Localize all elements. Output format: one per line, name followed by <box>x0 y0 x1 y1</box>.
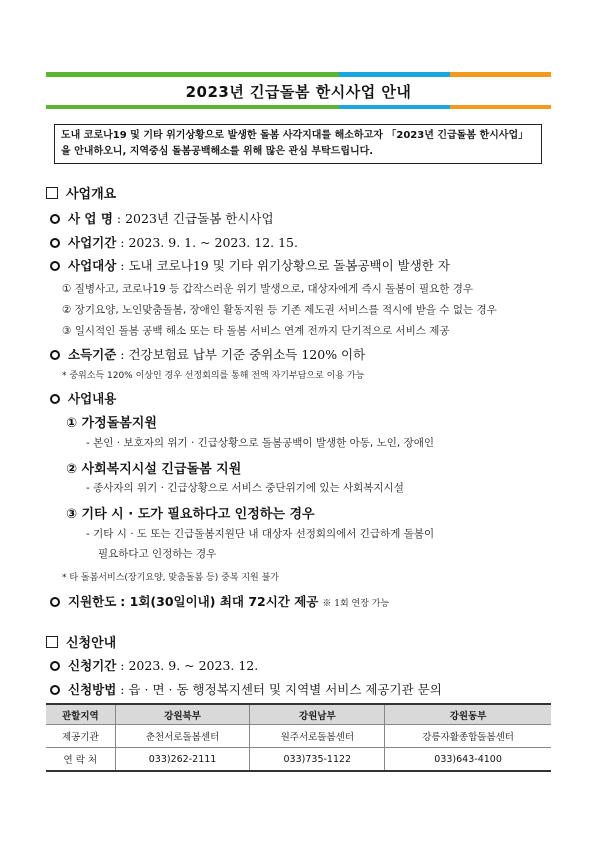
circle-bullet-icon <box>50 597 60 607</box>
project-name-row: 사 업 명 : 2023년 긴급돌봄 한시사업 <box>50 209 274 227</box>
income-row: 소득기준 : 건강보험료 납부 기준 중위소득 120% 이하 <box>50 345 365 363</box>
provider-table <box>46 703 551 772</box>
target-item: ③ 일시적인 돌봄 공백 해소 또는 타 돌봄 서비스 연계 전까지 단기적으로 서비스 제공 <box>62 325 450 337</box>
section-apply-heading: 신청안내 <box>46 632 116 651</box>
table-cell: 강릉자활종합돌봄센터 <box>385 725 551 748</box>
circle-bullet-icon <box>50 661 60 671</box>
content-item-desc: - 종사자의 위기 · 긴급상황으로 서비스 중단위기에 있는 사회복지시설 <box>86 482 404 494</box>
table-cell: 033)643-4100 <box>385 748 551 772</box>
circle-bullet-icon <box>50 394 60 404</box>
title-bar-top <box>46 72 551 77</box>
table-cell: 제공기관 <box>46 725 115 748</box>
square-bullet-icon <box>46 187 58 199</box>
content-item-desc: - 본인 · 보호자의 위기 · 긴급상황으로 돌봄공백이 발생한 아동, 노인, 장애인 <box>86 437 434 449</box>
limit-row: 지원한도 : 1회(30일이내) 최대 72시간 제공 ※ 1회 연장 가능 <box>50 592 389 610</box>
content-item-title: ③ 기타 시 · 도가 필요하다고 인정하는 경우 <box>66 507 315 522</box>
square-bullet-icon <box>46 636 58 648</box>
target-item: ① 질병사고, 코로나19 등 갑작스러운 위기 발생으로, 대상자에게 즉시 돌봄이 필요한 경우 <box>62 283 474 295</box>
circle-bullet-icon <box>50 350 60 360</box>
circle-bullet-icon <box>50 238 60 248</box>
apply-period-row: 신청기간 : 2023. 9. ~ 2023. 12. <box>50 656 258 674</box>
content-item-title: ② 사회복지시설 긴급돌봄 지원 <box>66 462 242 477</box>
table-cell: 원주서로돌봄센터 <box>250 725 385 748</box>
content-item-title: ① 가정돌봄지원 <box>66 416 157 431</box>
content-note: * 타 돌봄서비스(장기요양, 맞춤돌봄 등) 중복 지원 불가 <box>62 573 279 583</box>
target-item: ② 장기요양, 노인맞춤돌봄, 장애인 활동지원 등 기존 제도권 서비스를 적시에 받을 수 없는 경우 <box>62 304 497 316</box>
table-header: 강원동부 <box>385 704 551 725</box>
table-cell: 033)262-2111 <box>115 748 250 772</box>
income-note: * 중위소득 120% 이상인 경우 선정회의를 통해 전액 자기부담으로 이용 가능 <box>62 371 365 381</box>
title-bar-bottom <box>46 105 551 109</box>
circle-bullet-icon <box>50 214 60 224</box>
table-cell: 033)735-1122 <box>250 748 385 772</box>
table-header: 강원남부 <box>250 704 385 725</box>
content-item-desc-cont: 필요하다고 인정하는 경우 <box>98 548 217 560</box>
page-title: 2023년 긴급돌봄 한시사업 안내 <box>185 83 412 101</box>
content-row: 사업내용 <box>50 389 116 407</box>
circle-bullet-icon <box>50 261 60 271</box>
table-row <box>46 748 551 772</box>
project-period-row: 사업기간 : 2023. 9. 1. ~ 2023. 12. 15. <box>50 233 298 251</box>
apply-method-row: 신청방법 : 읍 · 면 · 동 행정복지센터 및 지역별 서비스 제공기관 문의 <box>50 680 442 698</box>
table-cell: 연 락 처 <box>46 748 115 772</box>
table-row <box>46 725 551 748</box>
circle-bullet-icon <box>50 685 60 695</box>
section-overview-heading: 사업개요 <box>46 183 116 202</box>
table-header-row <box>46 704 551 725</box>
intro-box: 도내 코로나19 및 기타 위기상황으로 발생한 돌봄 사각지대를 해소하고자 「2023년 긴급돌봄 한시사업」을 안내하오니, 지역중심 돌봄공백해소를 위해 많은 관심 부탁드립니다. <box>54 124 542 164</box>
content-item-desc: - 기타 시 · 도 또는 긴급돌봄지원단 내 대상자 선정회의에서 긴급하게 돌봄이 <box>86 528 435 540</box>
table-header: 관할지역 <box>46 704 115 725</box>
table-header: 강원북부 <box>115 704 250 725</box>
project-target-row: 사업대상 : 도내 코로나19 및 기타 위기상황으로 돌봄공백이 발생한 자 <box>50 256 450 274</box>
table-cell: 춘천서로돌봄센터 <box>115 725 250 748</box>
